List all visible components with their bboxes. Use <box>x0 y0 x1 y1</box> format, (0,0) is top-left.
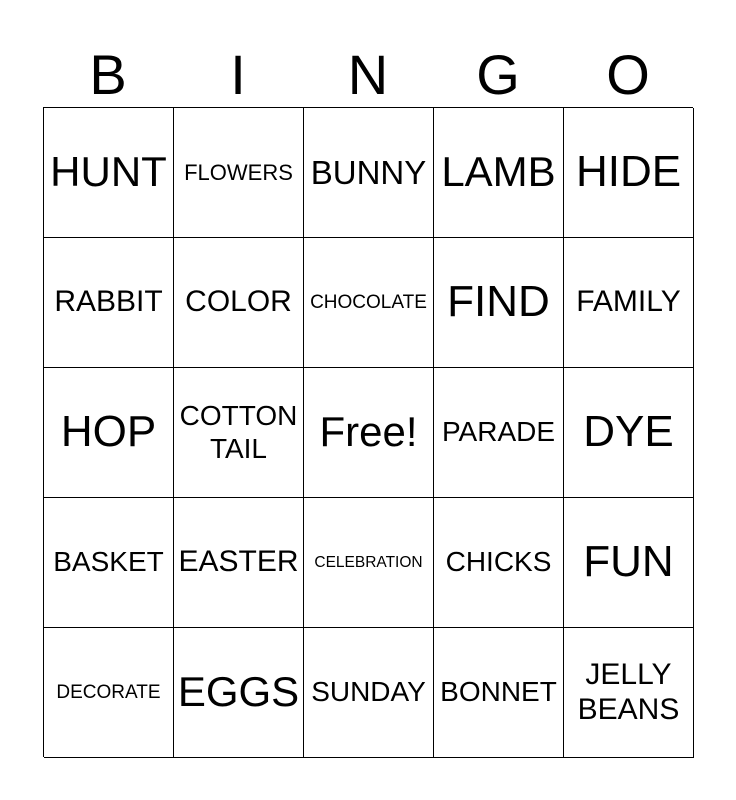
bingo-cell-basket[interactable]: BASKET <box>44 498 174 628</box>
bingo-cell-rabbit[interactable]: RABBIT <box>44 238 174 368</box>
bingo-cell-find[interactable]: FIND <box>434 238 564 368</box>
bingo-header <box>43 42 693 108</box>
bingo-cell-cotton-tail[interactable]: COTTON TAIL <box>174 368 304 498</box>
bingo-cell-hop[interactable]: HOP <box>44 368 174 498</box>
header-letter-i: I <box>230 43 246 106</box>
bingo-cell-bonnet[interactable]: BONNET <box>434 628 564 758</box>
bingo-cell-free[interactable]: Free! <box>304 368 434 498</box>
bingo-board <box>43 107 693 757</box>
bingo-cell-fun[interactable]: FUN <box>564 498 694 628</box>
bingo-cell-hunt[interactable]: HUNT <box>44 108 174 238</box>
header-letter-o: O <box>606 43 650 106</box>
bingo-cell-bunny[interactable]: BUNNY <box>304 108 434 238</box>
bingo-cell-chocolate[interactable]: CHOCOLATE <box>304 238 434 368</box>
bingo-cell-color[interactable]: COLOR <box>174 238 304 368</box>
bingo-cell-eggs[interactable]: EGGS <box>174 628 304 758</box>
bingo-cell-sunday[interactable]: SUNDAY <box>304 628 434 758</box>
header-letter-g: G <box>476 43 520 106</box>
bingo-cell-lamb[interactable]: LAMB <box>434 108 564 238</box>
bingo-cell-dye[interactable]: DYE <box>564 368 694 498</box>
bingo-cell-easter[interactable]: EASTER <box>174 498 304 628</box>
bingo-cell-parade[interactable]: PARADE <box>434 368 564 498</box>
bingo-cell-decorate[interactable]: DECORATE <box>44 628 174 758</box>
bingo-cell-chicks[interactable]: CHICKS <box>434 498 564 628</box>
bingo-cell-celebration[interactable]: CELEBRATION <box>304 498 434 628</box>
header-letter-b: B <box>89 43 127 106</box>
bingo-cell-jelly-beans[interactable]: JELLY BEANS <box>564 628 694 758</box>
bingo-cell-family[interactable]: FAMILY <box>564 238 694 368</box>
bingo-cell-flowers[interactable]: FLOWERS <box>174 108 304 238</box>
header-letter-n: N <box>347 43 389 106</box>
bingo-cell-hide[interactable]: HIDE <box>564 108 694 238</box>
